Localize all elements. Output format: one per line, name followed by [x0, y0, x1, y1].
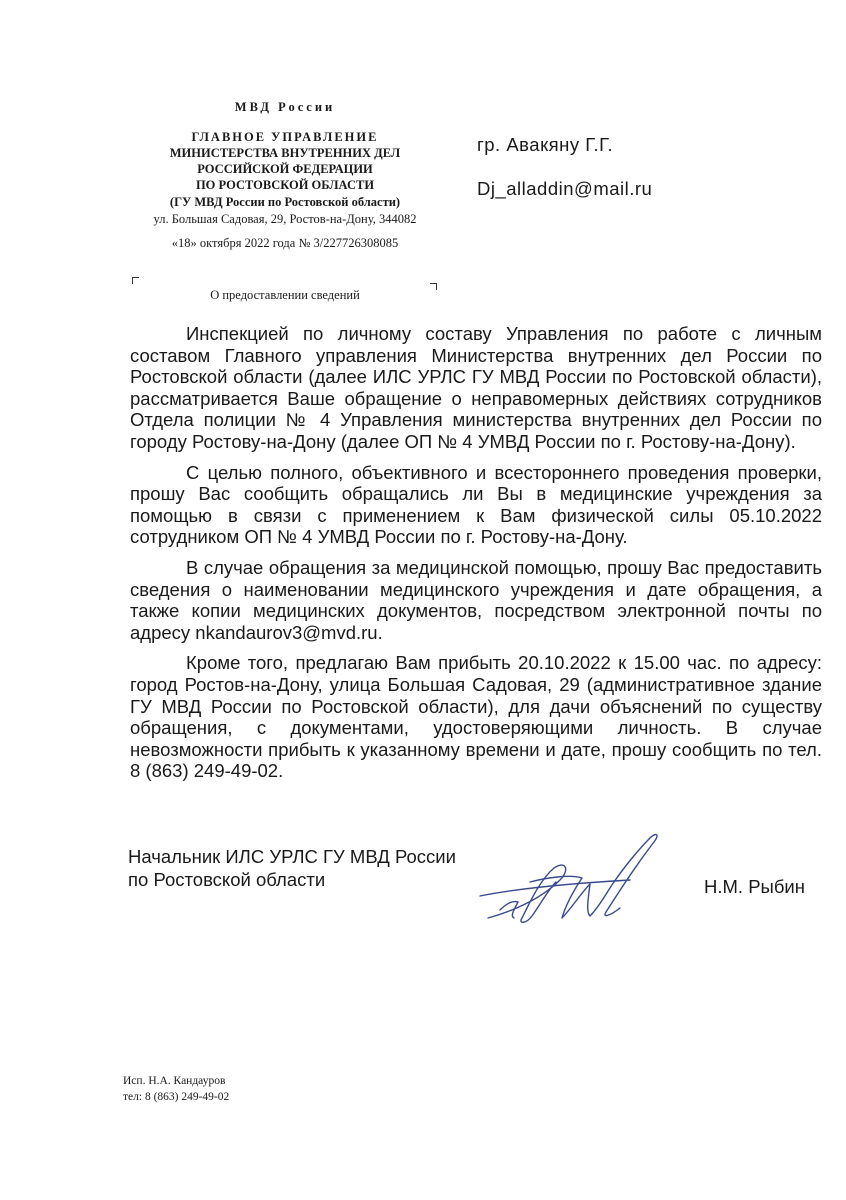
- signature-stroke-1: [488, 865, 566, 922]
- executor-name: Исп. Н.А. Кандауров: [123, 1075, 226, 1087]
- paragraph-1: Инспекцией по личному составу Управления по работе с личным составом Главного управления Министерства внутренних дел России по Ростовской области (далее ИЛС УРЛС ГУ МВД России по Ростовской области), рассматривается Ваше обращение о неправомерных действиях сотрудников Отдела полиции № 4 Управления министерства внутренних дел России по городу Ростову-на-Дону (далее ОП № 4 УМВД России по г. Ростову-на-Дону).: [130, 323, 822, 452]
- signer-position: [128, 845, 456, 891]
- executor-phone: тел: 8 (863) 249-49-02: [123, 1091, 230, 1103]
- signer-position-line1: Начальник ИЛС УРЛС ГУ МВД России: [128, 846, 456, 867]
- bracket-left: [132, 277, 139, 284]
- letter-body: [130, 323, 822, 791]
- org-short-name: (ГУ МВД России по Ростовской области): [169, 195, 401, 209]
- date-and-number: «18» октября 2022 года № 3/227726308085: [171, 236, 399, 250]
- executor-info: [123, 1073, 229, 1105]
- bracket-right: [430, 283, 437, 290]
- agency-name: МВД России: [234, 100, 336, 114]
- org-name-line4: ПО РОСТОВСКОЙ ОБЛАСТИ: [195, 178, 375, 192]
- recipient-name: гр. Авакяну Г.Г.: [477, 134, 614, 155]
- org-name-line3: РОССИЙСКОЙ ФЕДЕРАЦИИ: [197, 162, 373, 176]
- org-name-line2: МИНИСТЕРСТВА ВНУТРЕННИХ ДЕЛ: [169, 146, 401, 160]
- org-address: ул. Большая Садовая, 29, Ростов-на-Дону, 344082: [153, 212, 417, 226]
- paragraph-2: С целью полного, объективного и всестороннего проведения проверки, прошу Вас сообщить обращались ли Вы в медицинские учреждения за помощью в связи с применением к Вам физической силы 05.10.2022 сотрудником ОП № 4 УМВД России по г. Ростову-на-Дону.: [130, 461, 822, 548]
- paragraph-4: Кроме того, предлагаю Вам прибыть 20.10.2022 к 15.00 час. по адресу: город Ростов-на-Дону, улица Большая Садовая, 29 (административное здание ГУ МВД России по Ростовской области), для дачи объяснений по существу обращения, с документами, удостоверяющими личность. В случае невозможности прибыть к указанному времени и дате, прошу сообщить по тел. 8 (863) 249-49-02.: [130, 652, 822, 782]
- signature-stroke-2: [530, 876, 614, 918]
- paragraph-3: В случае обращения за медицинской помощью, прошу Вас предоставить сведения о наименовании медицинского учреждения и дате обращения, а также копии медицинских документов, посредством электронной почты по адресу nkandaurov3@mvd.ru.: [130, 556, 822, 643]
- org-name-line1: ГЛАВНОЕ УПРАВЛЕНИЕ: [191, 130, 379, 144]
- signature-stroke-3: [605, 835, 657, 916]
- signer-name: Н.М. Рыбин: [704, 876, 805, 897]
- signer-position-line2: по Ростовской области: [128, 869, 326, 890]
- handwritten-signature: [470, 820, 670, 930]
- signature-stroke-5: [500, 901, 518, 918]
- recipient-email: Dj_alladdin@mail.ru: [477, 178, 653, 199]
- subject-line: О предоставлении сведений: [210, 288, 360, 302]
